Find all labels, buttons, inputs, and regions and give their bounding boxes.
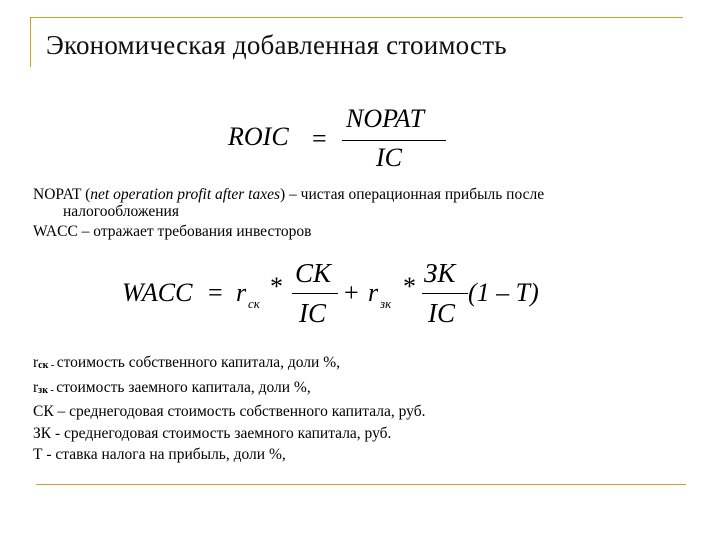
wacc-r-zk: r [368,278,379,307]
definition-subscript: зк - [38,384,57,396]
wacc-frac2-denominator: IC [428,298,455,328]
wacc-frac1-bar [292,293,338,294]
nopat-paren-open: ( [81,186,91,203]
definition-symbol: r [33,354,39,371]
definition-text: стоимость собственного капитала, доли %, [56,354,340,371]
wacc-frac1-numerator: СК [295,258,331,288]
wacc-frac1-denominator: IC [299,298,326,328]
nopat-english: net operation profit after taxes [90,186,281,203]
definition-text: стоимость заемного капитала, доли %, [56,378,311,396]
wacc-equals: = [208,278,223,307]
wacc-frac2-numerator: ЗК [424,258,456,288]
definition-row [33,377,693,402]
wacc-mult-2: * [403,272,416,301]
definitions-list [33,352,693,466]
wacc-plus: + [344,278,359,307]
roic-numerator: NOPAT [346,104,425,133]
definition-symbol: r [33,378,39,396]
definition-text: Т - ставка налога на прибыль, доли %, [33,446,286,463]
definition-subscript: ск - [38,360,57,371]
wacc-tax-term: (1 – T) [468,278,539,307]
wacc-lhs: WACC [122,278,193,307]
wacc-frac2-bar [422,293,468,294]
definition-row [33,444,693,466]
wacc-r-ck: r [236,278,247,307]
wacc-sub-ck: ск [248,296,260,311]
definition-text: СК – среднегодовая стоимость собственного капитала, руб. [33,403,426,420]
frame-bottom-rule [36,484,686,485]
wacc-line: WACC – отражает требования инвесторов [33,223,312,240]
wacc-mult-1: * [270,272,283,301]
definition-row [33,352,693,377]
definition-row [33,423,693,445]
definition-row [33,401,693,423]
nopat-continuation: налогообложения [63,203,179,220]
slide-title: Экономическая добавленная стоимость [46,30,507,60]
definition-text: ЗК - среднегодовая стоимость заемного капитала, руб. [33,424,392,442]
roic-equals: = [312,124,327,153]
nopat-russian: ) – чистая операционная прибыль после [280,186,545,203]
roic-lhs: ROIC [228,122,289,151]
wacc-sub-zk: зк [380,296,392,311]
nopat-term: NOPAT [33,186,82,203]
roic-denominator: IC [376,143,402,172]
